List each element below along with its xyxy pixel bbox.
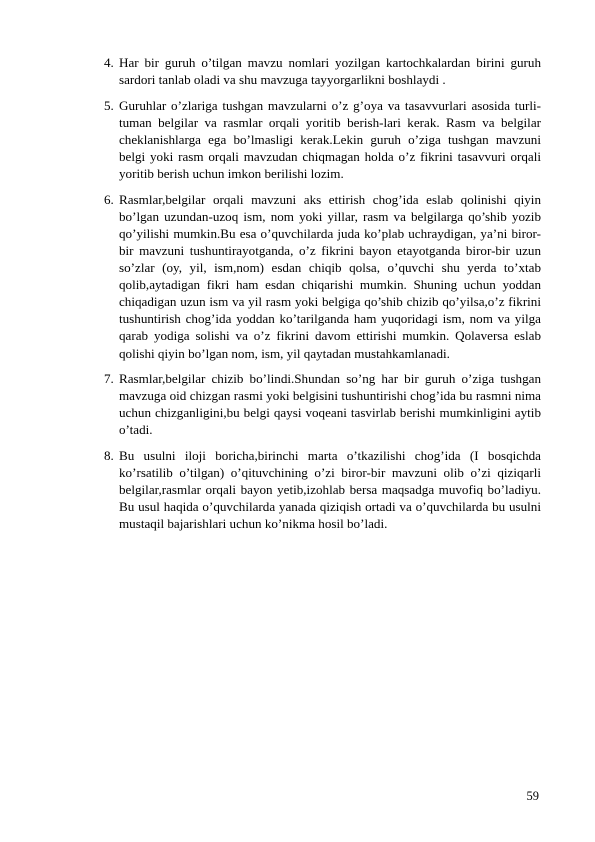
numbered-list <box>104 54 541 541</box>
list-item <box>104 191 541 362</box>
list-item <box>104 54 541 88</box>
list-item-number: 7. <box>104 371 114 387</box>
list-item <box>104 447 541 532</box>
list-item-text: Rasmlar,belgilar orqali mavzuni aks ettirish chog’ida eslab qolinishi qiyin bo’lgan uzundan-uzoq ism, nom yoki yillar, rasm va belgilarga qo’shib yozib qo’yilishi mumkin.Bu esa o’quvchilarda juda ko’plab uchraydigan, ya’ni biror-bir mavzuni tushuntirayotganda, o’z fikrini bayon etayotganda biror-bir uzun so’zlar (oy, yil, ism,nom) esdan chiqib qolsa, o’quvchi shu yerda to’xtab qolib,aytadigan fikri ham esdan chiqarishi mumkin. Shuning uchun yoddan chiqadigan uzun ism va yil rasm yoki belgiga qo’shib chizib qo’yilsa,o’z fikrini tushuntirish chog’ida yoddan ko’tarilganda ham yuqoridagi ism, nom va yilga qarab yodiga solishi va o’z fikrini davom ettirishi mumkin. Qolaversa eslab qolishi qiyin bo’lgan nom, ism, yil qaytadan mustahkamlanadi. <box>119 191 541 361</box>
list-item <box>104 97 541 182</box>
list-item-number: 8. <box>104 447 114 463</box>
list-item-number: 4. <box>104 55 114 70</box>
list-item-text: Rasmlar,belgilar chizib bo’lindi.Shundan so’ng har bir guruh o’ziga tushgan mavzuga oid chizgan rasmi yoki belgisini tushuntirishi chog’ida bu rasmni nima uchun chizganligini,bu belgi qaysi voqeani tasvirlab berishi mumkinligini aytib o’tadi. <box>119 371 541 438</box>
list-item-text: Guruhlar o’zlariga tushgan mavzularni o’z g’oya va tasavvurlari asosida turli-tuman belgilar va rasmlar orqali yoritib berish-lari kerak. Rasm va belgilar cheklanishlarga ega bo’lmasligi kerak.Lekin guruh o’ziga tushgan mavzuni belgi yoki rasm orqali mavzudan chiqmagan holda o’z fikrini tasavvuri orqali yoritib berish uchun imkon berilishi lozim. <box>119 97 541 182</box>
list-item-number: 6. <box>104 191 114 207</box>
list-item-text: Har bir guruh o’tilgan mavzu nomlari yozilgan kartochkalardan birini guruh sardori tanlab oladi va shu mavzuga tayyorgarlikni boshlaydi . <box>119 55 541 88</box>
list-item <box>104 370 541 438</box>
page-number: 59 <box>526 789 539 803</box>
list-item-number: 5. <box>104 97 114 113</box>
list-item-text: Bu usulni iloji boricha,birinchi marta o’tkazilishi chog’ida (I bosqichda ko’rsatilib o’tilgan) o’qituvchining o’zi biror-bir mavzuni olib o’zi qiziqarli belgilar,rasmlar orqali bayon yetib,izohlab bersa maqsadga muvofiq bo’ladiyu. Bu usul haqida o’quvchilarda yanada qiziqish ortadi va o’quvchilarda bu usulni mustaqil bajarishlari uchun ko’nikma hosil bo’ladi. <box>119 447 541 532</box>
